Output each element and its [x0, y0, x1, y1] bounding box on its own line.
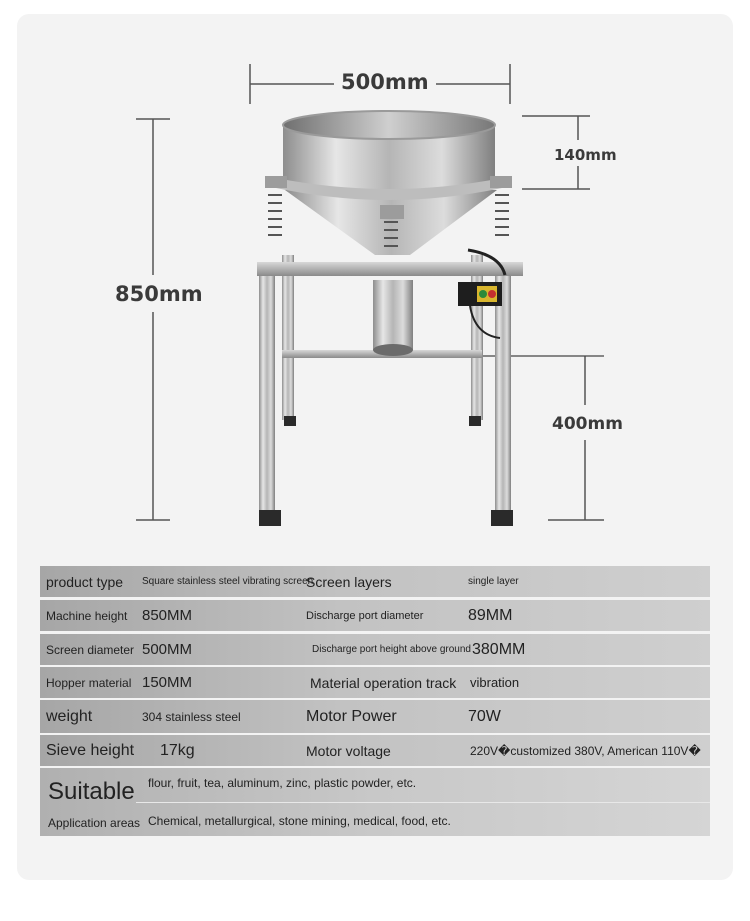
- spec-name: weight: [46, 707, 93, 725]
- spec-value: 150MM: [142, 674, 193, 691]
- spec-name: Screen layers: [306, 573, 392, 590]
- spec-name: Machine height: [46, 608, 128, 623]
- spec-name: Material operation track: [310, 674, 457, 691]
- spec-value: single layer: [468, 576, 519, 587]
- spec-value: Square stainless steel vibrating screen: [142, 576, 314, 587]
- spec-name: Motor Power: [306, 707, 397, 725]
- spec-value: 850MM: [142, 607, 193, 624]
- suitable-materials: flour, fruit, tea, aluminum, zinc, plastic powder, etc.: [148, 776, 417, 790]
- spec-row: [40, 667, 710, 698]
- spec-row: [40, 700, 710, 733]
- spec-name: Hopper material: [46, 675, 132, 690]
- spec-name: product type: [46, 573, 124, 590]
- suitable-row: [40, 768, 710, 836]
- spec-value: 304 stainless steel: [142, 709, 241, 724]
- spec-name: Motor voltage: [306, 742, 391, 759]
- spec-name: Discharge port diameter: [306, 609, 424, 622]
- spec-value: 89MM: [468, 606, 513, 624]
- discharge-height-dimension-label: 400mm: [552, 414, 623, 434]
- spec-name: Discharge port height above ground: [312, 644, 471, 655]
- spec-name: Screen diameter: [46, 642, 135, 657]
- spec-row: [40, 735, 710, 766]
- application-areas-label: Application areas: [48, 816, 141, 830]
- spec-value: 500MM: [142, 641, 193, 658]
- spec-value: 17kg: [160, 741, 195, 759]
- suitable-title: Suitable: [48, 778, 135, 805]
- width-dimension-label: 500mm: [341, 70, 429, 94]
- total-height-dimension-label: 850mm: [115, 282, 203, 306]
- spec-row: [40, 600, 710, 631]
- spec-value: 70W: [468, 707, 501, 725]
- row-divider: [136, 802, 710, 803]
- spec-row: [40, 634, 710, 665]
- spec-row: [40, 566, 710, 597]
- spec-value: 220V�customized 380V, American 110V�: [470, 743, 701, 758]
- spec-value: vibration: [470, 675, 520, 690]
- spec-value: 380MM: [472, 640, 526, 658]
- hopper-height-dimension-label: 140mm: [554, 146, 617, 164]
- spec-name: Sieve height: [46, 741, 135, 759]
- application-areas: Chemical, metallurgical, stone mining, medical, food, etc.: [148, 814, 451, 828]
